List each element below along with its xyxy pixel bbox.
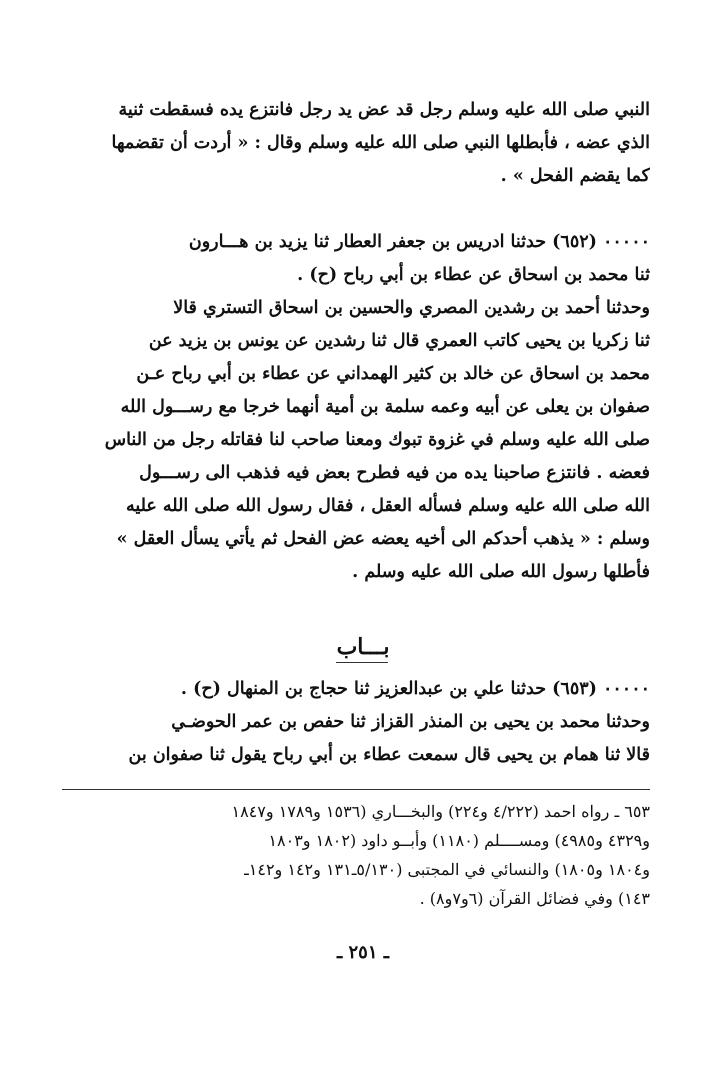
- text-line: محمد بن اسحاق عن خالد بن كثير الهمداني عن عطاء بن أبي رباح عـن: [136, 364, 650, 384]
- section-heading: بـــاب: [336, 634, 390, 660]
- text-line: وحدثنا محمد بن يحيى بن المنذر القزاز ثنا حفص بن عمر الحوضـي: [171, 712, 650, 732]
- heading-underline: [336, 662, 388, 663]
- page-number: ـ ٢٥١ ـ: [336, 942, 390, 963]
- text-line: ثنا محمد بن اسحاق عن عطاء بن أبي رباح (ح) .: [297, 265, 650, 285]
- footnote: [62, 797, 650, 913]
- text-line: فعضه . فانتزع صاحبنا يده من فيه فطرح بعض فيه فذهب الى رســـول: [139, 463, 650, 483]
- text-line: الذي عضه ، فأبطلها النبي صلى الله عليه وسلم وقال : « أردت أن تقضمها: [111, 133, 650, 153]
- text-line: وسلم : « يذهب أحدكم الى أخيه يعضه عض الفحل ثم يأتي يسأل العقل »: [116, 529, 650, 549]
- text-line: ثنا زكريا بن يحيى كاتب العمري قال ثنا رشدين عن يونس بن يزيد عن: [148, 331, 650, 351]
- hadith-652: [60, 226, 650, 589]
- text-line: ٠٠٠٠٠ (٦٥٣) حدثنا علي بن عبدالعزيز ثنا حجاج بن المنهال (ح) .: [180, 679, 650, 699]
- text-line: فأطلها رسول الله صلى الله عليه وسلم .: [352, 562, 650, 582]
- text-line: صلى الله عليه وسلم في غزوة تبوك ومعنا صاحب لنا فقاتله رجل من الناس: [104, 430, 650, 450]
- footnote-line: و٤٣٢٩ و٤٩٨٥) ومســــلم (١١٨٠) وأبــو داود (١٨٠٢ و١٨٠٣: [268, 831, 650, 850]
- hadith-653: [60, 673, 650, 772]
- text-line: كما يقضم الفحل » .: [500, 166, 650, 186]
- text-line: الله صلى الله عليه وسلم فسأله العقل ، فقال رسول الله صلى الله عليه: [125, 496, 650, 516]
- margin-speck: [4, 186, 18, 194]
- footnote-divider: [62, 789, 650, 790]
- text-line: النبي صلى الله عليه وسلم رجل قد عض يد رجل فانتزع يده فسقطت ثنية: [118, 100, 650, 120]
- text-line: ٠٠٠٠٠ (٦٥٢) حدثنا ادريس بن جعفر العطار ثنا يزيد بن هـــارون: [188, 232, 650, 252]
- footnote-line: ٦٥٣ ـ رواه احمد (٤/٢٢٢ و٢٢٤) والبخـــاري (١٥٣٦ و١٧٨٩ و١٨٤٧: [231, 802, 650, 821]
- text-line: وحدثنا أحمد بن رشدين المصري والحسين بن اسحاق التستري قالا: [173, 298, 650, 318]
- text-line: صفوان بن يعلى عن أبيه وعمه سلمة بن أمية أنهما خرجا مع رســـول الله: [120, 397, 650, 417]
- footnote-line: و١٨٠٤ و١٨٠٥) والنسائي في المجتبى (٥/١٣٠ـ١٣١ و١٤٢ و١٤٢ـ: [244, 860, 650, 879]
- text-line: قالا ثنا همام بن يحيى قال سمعت عطاء بن أبي رباح يقول ثنا صفوان بن: [128, 745, 650, 765]
- footnote-line: ١٤٣) وفي فضائل القرآن (٦و٧و٨) .: [419, 889, 650, 908]
- text-block-continuation: [60, 94, 650, 193]
